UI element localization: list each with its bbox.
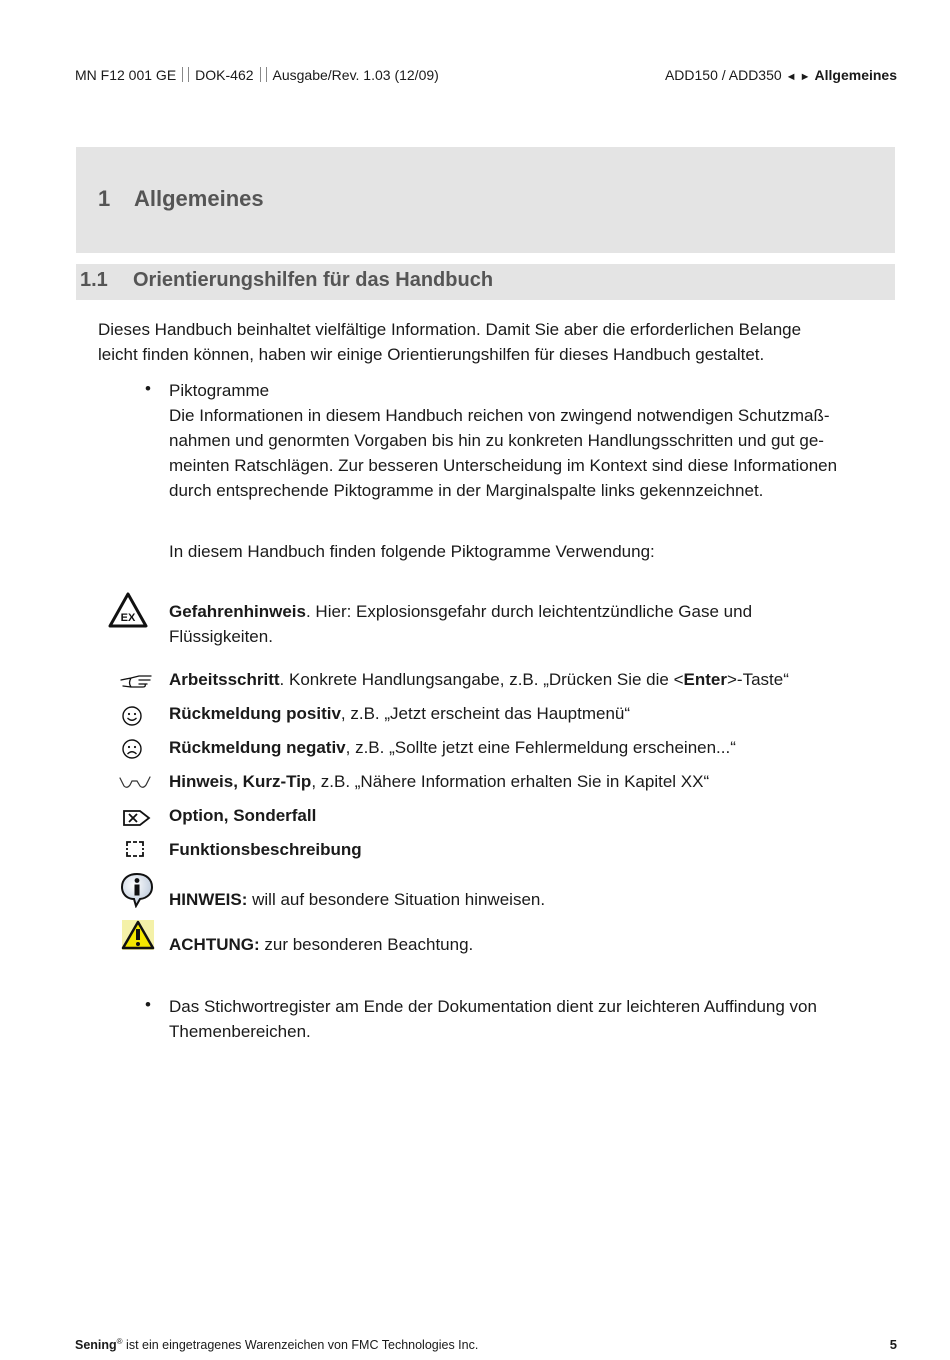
bullet-line: meinten Ratschlägen. Zur besseren Unterscheidung im Kontext sind diese Informationen <box>169 456 838 475</box>
pictogram-row <box>169 932 889 957</box>
dok-number: DOK-462 <box>195 67 254 83</box>
info-bubble-icon <box>117 872 157 908</box>
pictogram-desc-end: >-Taste“ <box>727 670 789 689</box>
pictogram-label: HINWEIS: <box>169 890 248 909</box>
pictogram-desc: , z.B. „Jetzt erscheint das Hauptmenü“ <box>340 704 631 723</box>
option-key-icon <box>116 807 156 829</box>
bullet-line: Das Stichwortregister am Ende der Dokumentation dient zur leichteren Auffindung von <box>169 997 817 1016</box>
section-title <box>80 269 493 292</box>
smiley-sad-icon <box>112 738 152 760</box>
pictogram-desc: , z.B. „Sollte jetzt eine Fehlermeldung erscheinen...“ <box>345 738 736 757</box>
intro-line: Dieses Handbuch beinhaltet vielfältige Information. Damit Sie aber die erforderlichen Belange <box>98 320 802 339</box>
header-left <box>75 67 439 83</box>
brand-name: Sening <box>75 1338 117 1353</box>
explosion-hazard-icon <box>108 590 148 630</box>
pictogram-desc: zur besonderen Beachtung. <box>259 935 474 954</box>
bullet-dot: • <box>145 995 151 1014</box>
pictogram-desc: . Hier: Explosionsgefahr durch leichtentzündliche Gase und <box>305 602 753 621</box>
header-right <box>665 67 897 83</box>
trademark-text: ist ein eingetragenes Warenzeichen von FMC Technologies Inc. <box>122 1338 479 1353</box>
product-name: ADD150 / ADD350 <box>664 67 782 83</box>
pictogram-label: Rückmeldung negativ <box>169 738 346 757</box>
enter-key-label: Enter <box>683 670 727 689</box>
function-frame-icon <box>115 838 155 860</box>
pictogram-row <box>169 803 889 828</box>
doc-id: MN F12 001 GE <box>75 67 177 83</box>
revision: Ausgabe/Rev. 1.03 (12/09) <box>272 67 439 83</box>
intro-line: leicht finden können, haben wir einige Orientierungshilfen für dieses Handbuch gestaltet. <box>98 345 765 364</box>
bullet-dot: • <box>145 379 151 398</box>
bullet-title: Piktogramme <box>169 381 270 400</box>
pictogram-label: ACHTUNG: <box>169 935 260 954</box>
pictogram-label: Option, Sonderfall <box>169 806 317 825</box>
pictogram-desc: . Konkrete Handlungsangabe, z.B. „Drücken Sie die < <box>279 670 684 689</box>
pictogram-row <box>169 599 889 649</box>
pictogram-label: Hinweis, Kurz-Tip <box>169 772 312 791</box>
pointing-hand-icon <box>116 670 156 692</box>
smiley-happy-icon <box>112 705 152 727</box>
bullet-index <box>169 994 817 1044</box>
bullet-line: Themenbereichen. <box>169 1022 311 1041</box>
bullet-line: nahmen und genormten Vorgaben bis hin zu konkreten Handlungsschritten und gut ge- <box>169 431 824 450</box>
pictogram-row <box>169 667 889 692</box>
section-title-text: Orientierungshilfen für das Handbuch <box>133 269 494 291</box>
pictogram-desc: , z.B. „Nähere Information erhalten Sie in Kapitel XX“ <box>311 772 710 791</box>
chapter-number: 1 <box>98 186 111 211</box>
warning-triangle-icon <box>118 918 158 952</box>
bullet-piktogramme <box>169 378 837 503</box>
pictogram-label: Gefahrenhinweis <box>169 602 306 621</box>
pictogram-row <box>169 701 889 726</box>
bullet-line: Die Informationen in diesem Handbuch reichen von zwingend notwendigen Schutzmaß- <box>169 406 830 425</box>
pictogram-desc-cont: Flüssigkeiten. <box>169 627 273 646</box>
pictogram-label: Funktionsbeschreibung <box>169 840 362 859</box>
pictogram-row <box>169 887 889 912</box>
chapter-title <box>98 186 264 212</box>
pictogram-lead: In diesem Handbuch finden folgende Piktogramme Verwendung: <box>169 542 655 561</box>
pictogram-desc: will auf besondere Situation hinweisen. <box>247 890 546 909</box>
svg-text:EX: EX <box>120 612 136 624</box>
pictogram-row <box>169 837 889 862</box>
pictogram-row <box>169 769 889 794</box>
page-number: 5 <box>889 1337 897 1352</box>
header-section: Allgemeines <box>814 67 897 83</box>
footer-trademark <box>75 1337 478 1352</box>
separator <box>260 67 267 82</box>
section-number: 1.1 <box>80 269 108 291</box>
pictogram-label: Rückmeldung positiv <box>169 704 341 723</box>
bullet-line: durch entsprechende Piktogramme in der Marginalspalte links gekennzeichnet. <box>169 481 764 500</box>
registered-mark: ® <box>116 1337 123 1346</box>
separator <box>182 67 189 82</box>
glasses-icon <box>115 773 155 791</box>
nav-arrows-icon[interactable]: ◄ ► <box>785 71 811 83</box>
pictogram-label: Arbeitsschritt <box>169 670 280 689</box>
intro-paragraph <box>98 317 801 367</box>
pictogram-row <box>169 735 889 760</box>
chapter-title-text: Allgemeines <box>134 186 264 211</box>
